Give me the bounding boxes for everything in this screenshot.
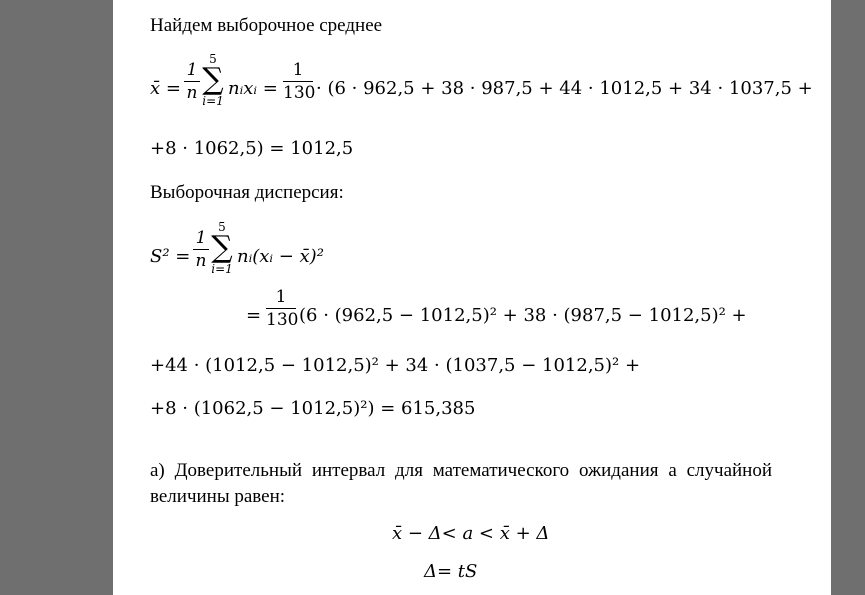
left-margin <box>0 0 113 595</box>
variance-sum <box>209 221 235 275</box>
variance-eq: = <box>246 305 262 326</box>
variance-fraction-130 <box>266 287 299 330</box>
interval-paragraph-line-2: величины равен: <box>150 486 286 507</box>
variance-fraction <box>193 230 209 270</box>
variance-lhs: S² = <box>150 246 191 267</box>
sigma-icon: ∑ <box>202 62 224 97</box>
mean-sum <box>200 53 226 107</box>
variance-line-3: +8 · (1062,5 − 1012,5)²) = 615,385 <box>150 398 476 419</box>
variance-sum-sub: i=1 <box>211 262 233 276</box>
mean-fraction-130 <box>283 60 316 103</box>
interval-formula: x̄ − Δ< a < x̄ + Δ <box>392 523 550 544</box>
mean-sum-expression: · (6 · 962,5 + 38 · 987,5 + 44 · 1012,5 + 34 · 1037,5 + <box>316 78 813 99</box>
variance-fraction-den: n <box>195 251 207 271</box>
sigma-icon: ∑ <box>211 230 233 265</box>
fraction-bar <box>193 249 209 250</box>
variance-fraction-num: 1 <box>195 228 207 248</box>
heading-sample-mean: Найдем выборочное среднее <box>150 15 383 36</box>
mean-sum-sub: i=1 <box>202 94 224 108</box>
variance-line-1: (6 · (962,5 − 1012,5)² + 38 · (987,5 − 1012,5)² + <box>299 305 747 326</box>
mean-result-line: +8 · 1062,5) = 1012,5 <box>150 138 354 159</box>
mean-lhs: x̄ = <box>150 78 181 99</box>
mean-fraction <box>184 62 200 102</box>
mean-sum-sup: 5 <box>209 52 217 66</box>
fraction-bar <box>283 81 313 82</box>
right-margin <box>831 0 865 595</box>
variance-sum-sup: 5 <box>218 220 226 234</box>
fraction-bar <box>184 81 200 82</box>
variance-line-2: +44 · (1012,5 − 1012,5)² + 34 · (1037,5 − 1012,5)² + <box>150 355 641 376</box>
delta-formula: Δ= tS <box>424 561 478 582</box>
fraction-bar <box>266 308 296 309</box>
mean-fraction-den: n <box>186 83 198 103</box>
heading-sample-variance: Выборочная дисперсия: <box>150 182 344 203</box>
mean-fraction2-num: 1 <box>292 60 304 80</box>
mean-fraction-num: 1 <box>186 60 198 80</box>
variance-fraction2-num: 1 <box>275 287 287 307</box>
mean-term: nᵢxᵢ = <box>228 78 278 99</box>
variance-fraction2-den: 130 <box>266 310 299 330</box>
variance-term: nᵢ(xᵢ − x̄)² <box>237 246 324 267</box>
interval-paragraph-line-1: а) Доверительный интервал для математического ожидания a случайной <box>150 460 772 481</box>
mean-fraction2-den: 130 <box>283 83 316 103</box>
